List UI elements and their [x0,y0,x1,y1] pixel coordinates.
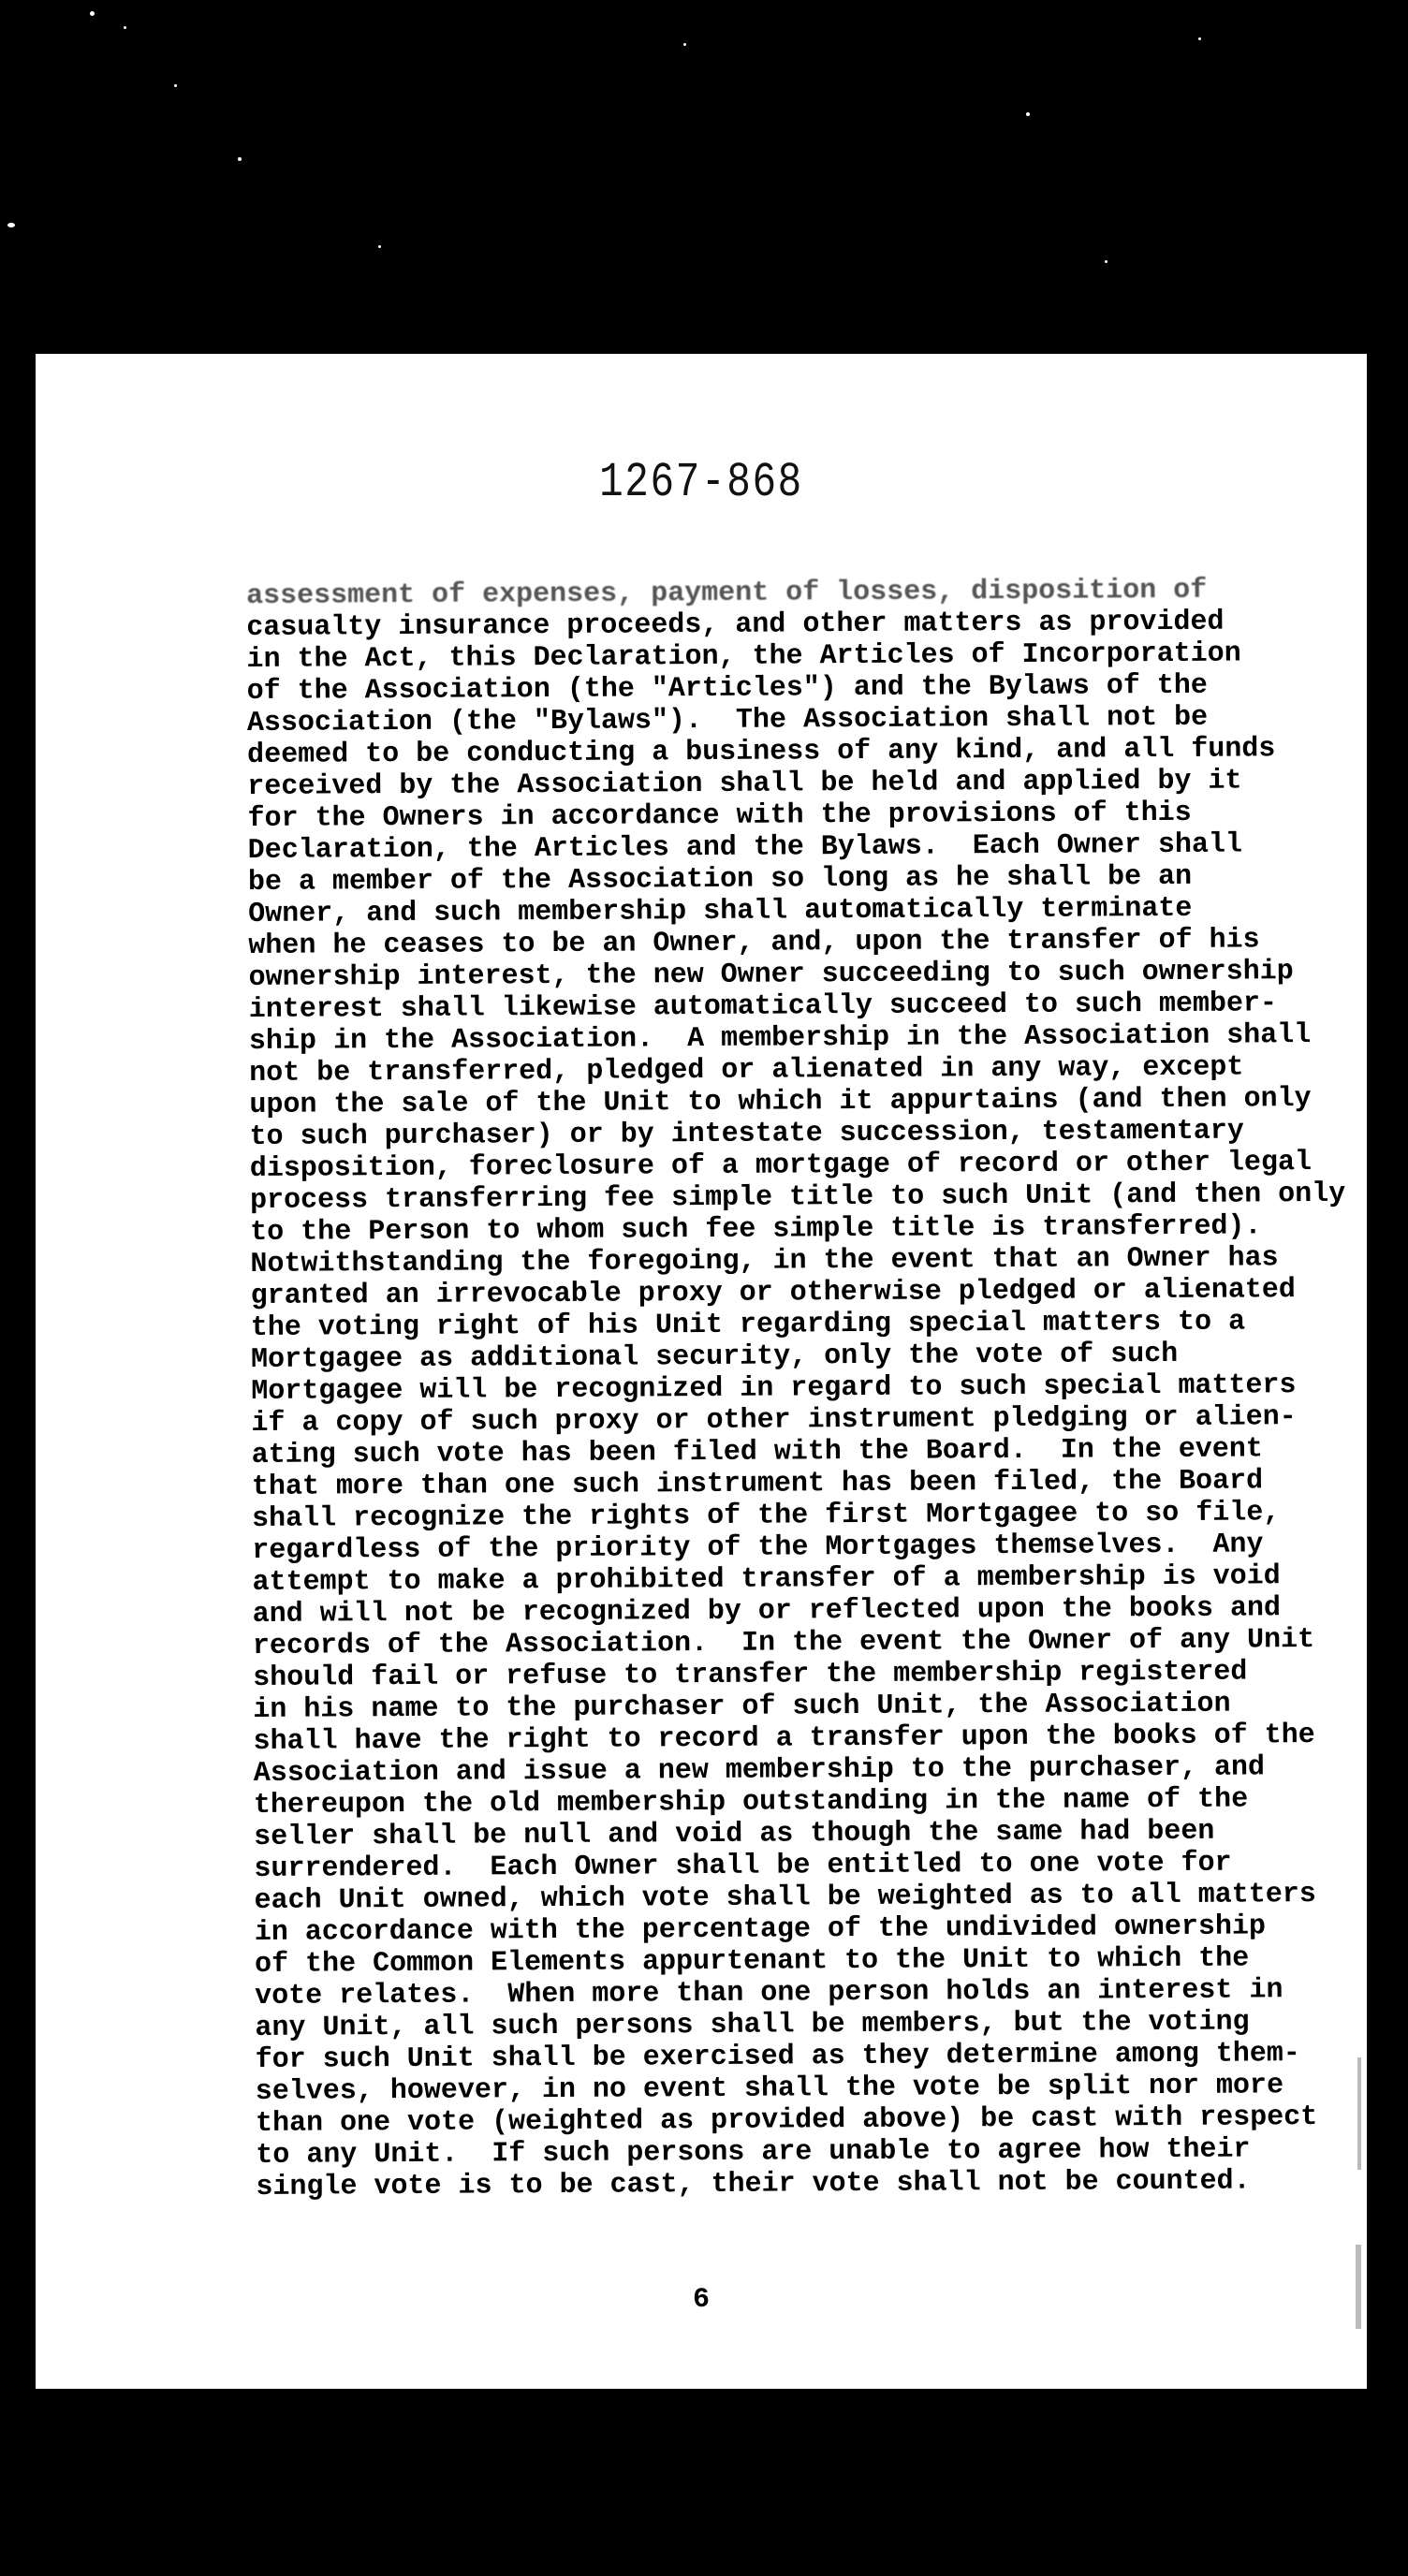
text-line: to such purchaser) or by intestate succession, testamentary [249,1115,1244,1153]
text-line: for such Unit shall be exercised as they determine among them- [255,2038,1300,2076]
text-line: disposition, foreclosure of a mortgage of record or other legal [249,1147,1313,1185]
text-line: when he ceases to be an Owner, and, upon the transfer of his [248,924,1260,962]
scan-speck [7,223,15,227]
scan-edge-mark [1356,2245,1361,2329]
text-line: selves, however, in no event shall the vote be split nor more [255,2070,1284,2108]
text-line: to the Person to whom such fee simple title is transferred). [250,1210,1262,1249]
text-line: granted an irrevocable proxy or otherwise pledged or alienated [250,1274,1296,1312]
text-line: than one vote (weighted as provided above) be cast with respect [255,2101,1318,2140]
text-line: interest shall likewise automatically succeed to such member- [248,988,1278,1026]
scan-speck [174,84,177,87]
text-line: that more than one such instrument has been filed, the Board [251,1465,1264,1503]
text-line: be a member of the Association so long as he shall be an [247,860,1193,899]
text-line: shall recognize the rights of the first Mortgagee to so file, [252,1497,1281,1535]
text-line: seller shall be null and void as though the same had been [254,1815,1215,1853]
text-line: Notwithstanding the foregoing, in the event that an Owner has [250,1242,1279,1281]
document-body [246,574,1352,2203]
scan-speck [1026,112,1030,116]
text-line: in the Act, this Declaration, the Articles of Incorporation [246,637,1241,676]
scan-speck [683,43,686,46]
scan-speck [1198,37,1201,40]
text-line: if a copy of such proxy or other instrument pledging or alien- [251,1401,1297,1440]
text-line: upon the sale of the Unit to which it appurtains (and then only [249,1083,1312,1121]
text-line: the voting right of his Unit regarding special matters to a [250,1306,1246,1344]
text-line: and will not be recognized by or reflected upon the books and [252,1592,1282,1631]
recording-stamp-number: 1267-868 [599,455,803,510]
text-line: should fail or refuse to transfer the membership registered [253,1656,1248,1694]
text-line: process transferring fee simple title to such Unit (and then only [249,1178,1346,1217]
text-line: single vote is to be cast, their vote shall not be counted. [256,2165,1251,2203]
text-line: shall have the right to record a transfer upon the books of the [253,1720,1315,1758]
text-line: ownership interest, the new Owner succeeding to such ownership [248,956,1294,994]
text-line: of the Association (the "Articles") and the Bylaws of the [246,669,1208,708]
text-line: regardless of the priority of the Mortgages themselves. Any [252,1529,1264,1567]
scan-speck [238,157,242,161]
text-line: thereupon the old membership outstanding in the name of the [253,1783,1249,1822]
text-line: casualty insurance proceeds, and other matters as provided [246,606,1225,644]
text-line: assessment of expenses, payment of losses, disposition of [246,574,1208,612]
text-line: any Unit, all such persons shall be members, but the voting [255,2006,1250,2044]
text-line: to any Unit. If such persons are unable to agree how their [256,2133,1251,2172]
text-line: received by the Association shall be held and applied by it [247,765,1242,803]
text-line: Declaration, the Articles and the Bylaws. Each Owner shall [247,828,1243,867]
text-line: records of the Association. In the event the Owner of any Unit [252,1624,1315,1662]
text-line: of the Common Elements appurtenant to the Unit to which the [254,1942,1250,1981]
text-line: vote relates. When more than one person holds an interest in [255,1974,1283,2012]
text-line: not be transferred, pledged or alienated in any way, except [249,1051,1244,1090]
text-line: Association (the "Bylaws"). The Association shall not be [246,701,1209,739]
scan-speck [378,245,381,248]
page-number: 6 [692,2284,710,2316]
text-line: in accordance with the percentage of the undivided ownership [254,1910,1267,1949]
scan-speck [1105,260,1107,263]
text-line: Owner, and such membership shall automatically terminate [248,892,1193,930]
text-line: deemed to be conducting a business of any kind, and all funds [247,733,1276,771]
text-line: attempt to make a prohibited transfer of a membership is void [252,1560,1281,1599]
text-line: in his name to the purchaser of such Unit, the Association [253,1688,1231,1726]
scan-edge-mark [1357,2057,1361,2170]
document-page [36,354,1367,2389]
text-line: for the Owners in accordance with the provisions of this [247,797,1192,835]
scan-speck [90,11,95,16]
text-line: Mortgagee as additional security, only the vote of such [250,1338,1179,1376]
text-line: Association and issue a new membership to the purchaser, and [253,1751,1266,1790]
text-line: Mortgagee will be recognized in regard to such special matters [251,1369,1297,1408]
text-line: ship in the Association. A membership in the Association shall [248,1019,1312,1058]
scan-speck [124,26,126,29]
text-line: ating such vote has been filed with the Board. In the event [251,1433,1263,1471]
text-line: surrendered. Each Owner shall be entitled to one vote for [254,1847,1232,1885]
text-line: each Unit owned, which vote shall be weighted as to all matters [254,1879,1316,1917]
